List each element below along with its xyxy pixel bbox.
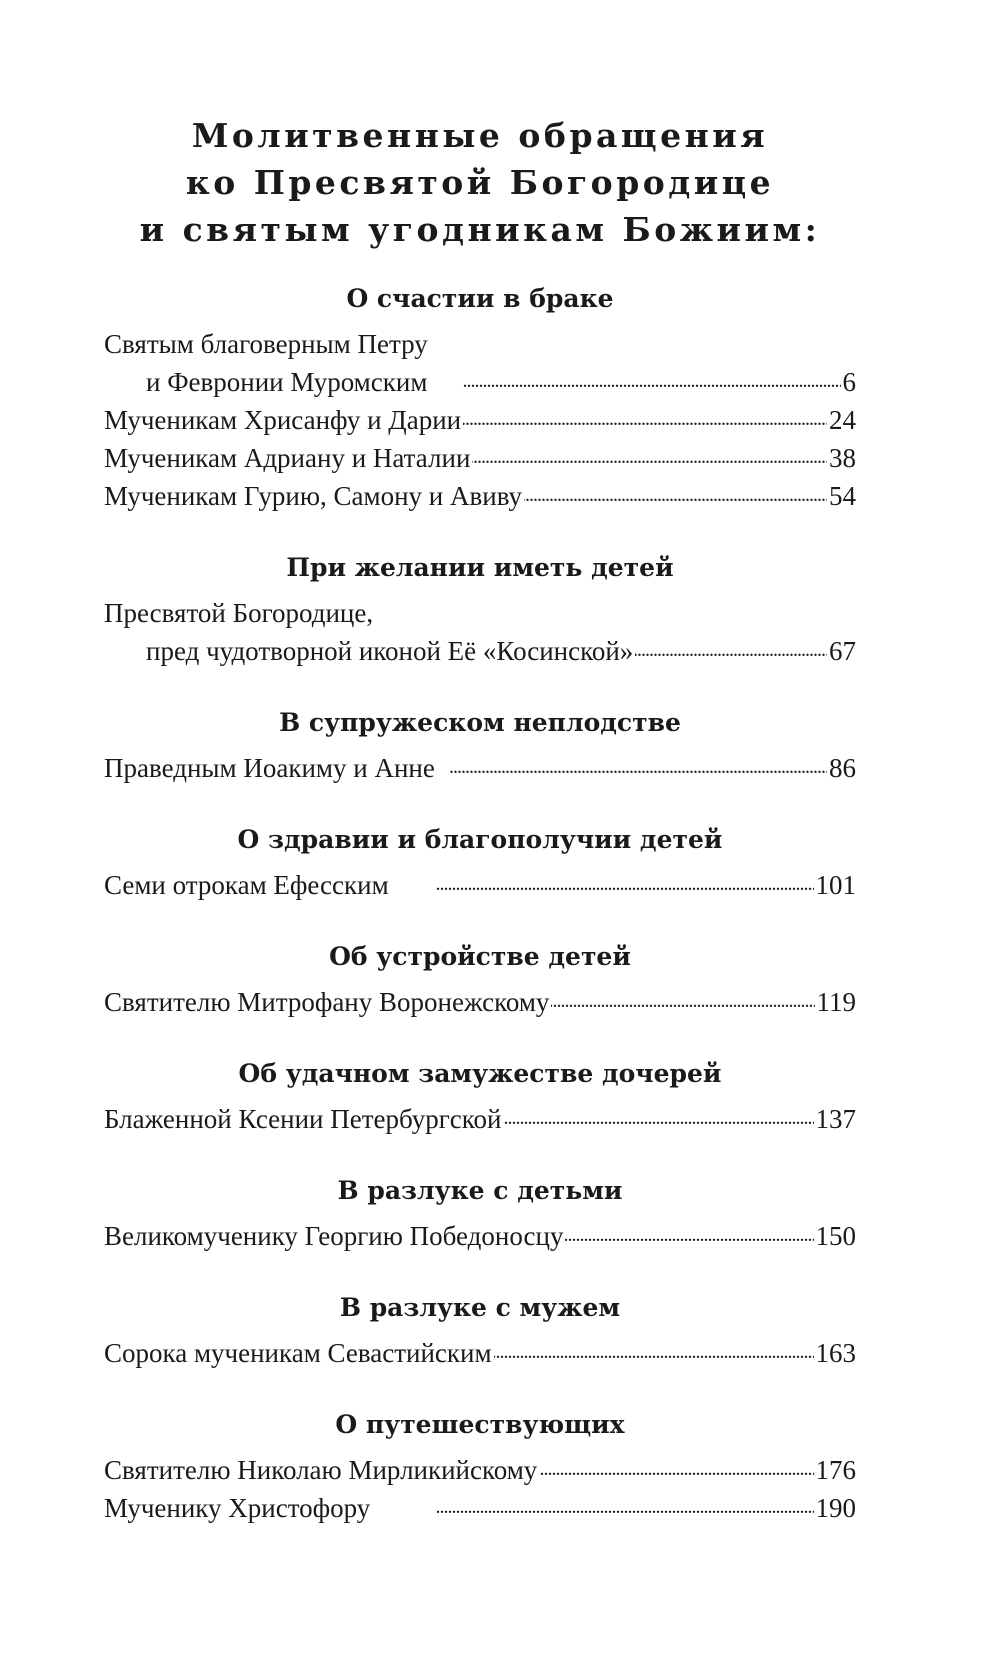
toc-section <box>104 1405 856 1527</box>
dot-leader <box>494 1335 814 1362</box>
toc-section <box>104 548 856 670</box>
toc-section <box>104 820 856 904</box>
toc-entry[interactable] <box>104 325 856 401</box>
table-of-contents <box>104 112 856 1560</box>
entry-row <box>104 1100 856 1138</box>
toc-section <box>104 703 856 787</box>
toc-section <box>104 1054 856 1138</box>
entry-row <box>104 1451 856 1489</box>
page-number: 67 <box>829 636 856 666</box>
toc-entry[interactable] <box>104 1334 856 1372</box>
dot-leader <box>503 1101 813 1128</box>
toc-entry[interactable] <box>104 866 856 904</box>
toc-section <box>104 937 856 1021</box>
toc-entry[interactable] <box>104 401 856 439</box>
section-heading: Об удачном замужестве дочерей <box>238 1059 722 1088</box>
toc-entry[interactable] <box>104 594 856 670</box>
entry-row <box>104 1489 856 1527</box>
page-number: 24 <box>829 405 856 435</box>
entry-row <box>104 632 856 670</box>
section-heading: О путешествующих <box>335 1410 625 1439</box>
entry-row <box>104 749 856 787</box>
entry-title: Праведным Иоакиму и Анне <box>104 753 435 783</box>
dot-leader <box>565 1218 813 1245</box>
toc-entry[interactable] <box>104 477 856 515</box>
page-number: 119 <box>816 987 856 1017</box>
page-title-line: Молитвенные обращения <box>191 116 769 155</box>
entry-title: Сорока мученикам Севастийским <box>104 1338 492 1368</box>
page-number: 101 <box>815 870 856 900</box>
entry-row <box>104 1217 856 1255</box>
toc-entry[interactable] <box>104 1489 856 1527</box>
section-heading: Об устройстве детей <box>329 942 631 971</box>
entry-title: Мученикам Адриану и Наталии <box>104 443 471 473</box>
page-number: 150 <box>815 1221 856 1251</box>
dot-leader <box>463 402 827 429</box>
page-number: 137 <box>815 1104 856 1134</box>
entry-row <box>104 363 856 401</box>
toc-sections <box>104 279 856 1527</box>
page-number: 86 <box>829 753 856 783</box>
dot-leader <box>472 440 827 467</box>
toc-entry[interactable] <box>104 439 856 477</box>
page-title <box>104 112 856 253</box>
section-heading: В разлуке с детьми <box>337 1176 623 1205</box>
entry-title: пред чудотворной иконой Её «Косинской» <box>146 636 634 666</box>
entry-row <box>104 983 856 1021</box>
entry-row <box>104 401 856 439</box>
entry-title: Мученикам Гурию, Самону и Авиву <box>104 481 523 511</box>
page-number: 6 <box>842 367 856 397</box>
section-heading: В супружеском неплодстве <box>279 708 681 737</box>
dot-leader <box>429 364 840 391</box>
toc-section <box>104 279 856 515</box>
page-number: 163 <box>815 1338 856 1368</box>
toc-section <box>104 1288 856 1372</box>
toc-entry[interactable] <box>104 749 856 787</box>
dot-leader <box>551 984 814 1011</box>
toc-entry[interactable] <box>104 1451 856 1489</box>
entry-row <box>104 1334 856 1372</box>
page-number: 38 <box>829 443 856 473</box>
entry-title: и Февронии Муромским <box>146 367 428 397</box>
entry-title-line: Святым благоверным Петру <box>104 329 428 359</box>
entry-title: Мученикам Хрисанфу и Дарии <box>104 405 462 435</box>
section-heading: В разлуке с мужем <box>339 1293 621 1322</box>
section-heading: О здравии и благополучии детей <box>237 825 723 854</box>
entry-title: Блаженной Ксении Петербургской <box>104 1104 502 1134</box>
entry-title: Святителю Митрофану Воронежскому <box>104 987 550 1017</box>
page-title-line: ко Пресвятой Богородице <box>185 163 775 202</box>
entry-row <box>104 477 856 515</box>
section-heading: При желании иметь детей <box>286 553 674 582</box>
dot-leader <box>539 1452 813 1479</box>
dot-leader <box>524 478 827 505</box>
toc-section <box>104 1171 856 1255</box>
dot-leader <box>635 633 827 660</box>
page-number: 190 <box>815 1493 856 1523</box>
section-heading: О счастии в браке <box>346 284 614 313</box>
entry-title: Семи отрокам Ефесским <box>104 870 389 900</box>
dot-leader <box>437 750 827 777</box>
dot-leader <box>391 867 814 894</box>
page-number: 54 <box>829 481 856 511</box>
entry-title: Мученику Христофору <box>104 1493 371 1523</box>
toc-entry[interactable] <box>104 1100 856 1138</box>
page-number: 176 <box>815 1455 856 1485</box>
entry-row <box>104 866 856 904</box>
toc-entry[interactable] <box>104 983 856 1021</box>
entry-title-line: Пресвятой Богородице, <box>104 598 374 628</box>
dot-leader <box>372 1490 813 1517</box>
entry-row <box>104 439 856 477</box>
entry-title: Святителю Николаю Мирликийскому <box>104 1455 538 1485</box>
toc-entry[interactable] <box>104 1217 856 1255</box>
page-title-line: и святым угодникам Божиим: <box>139 210 821 249</box>
entry-title: Великомученику Георгию Победоносцу <box>104 1221 564 1251</box>
